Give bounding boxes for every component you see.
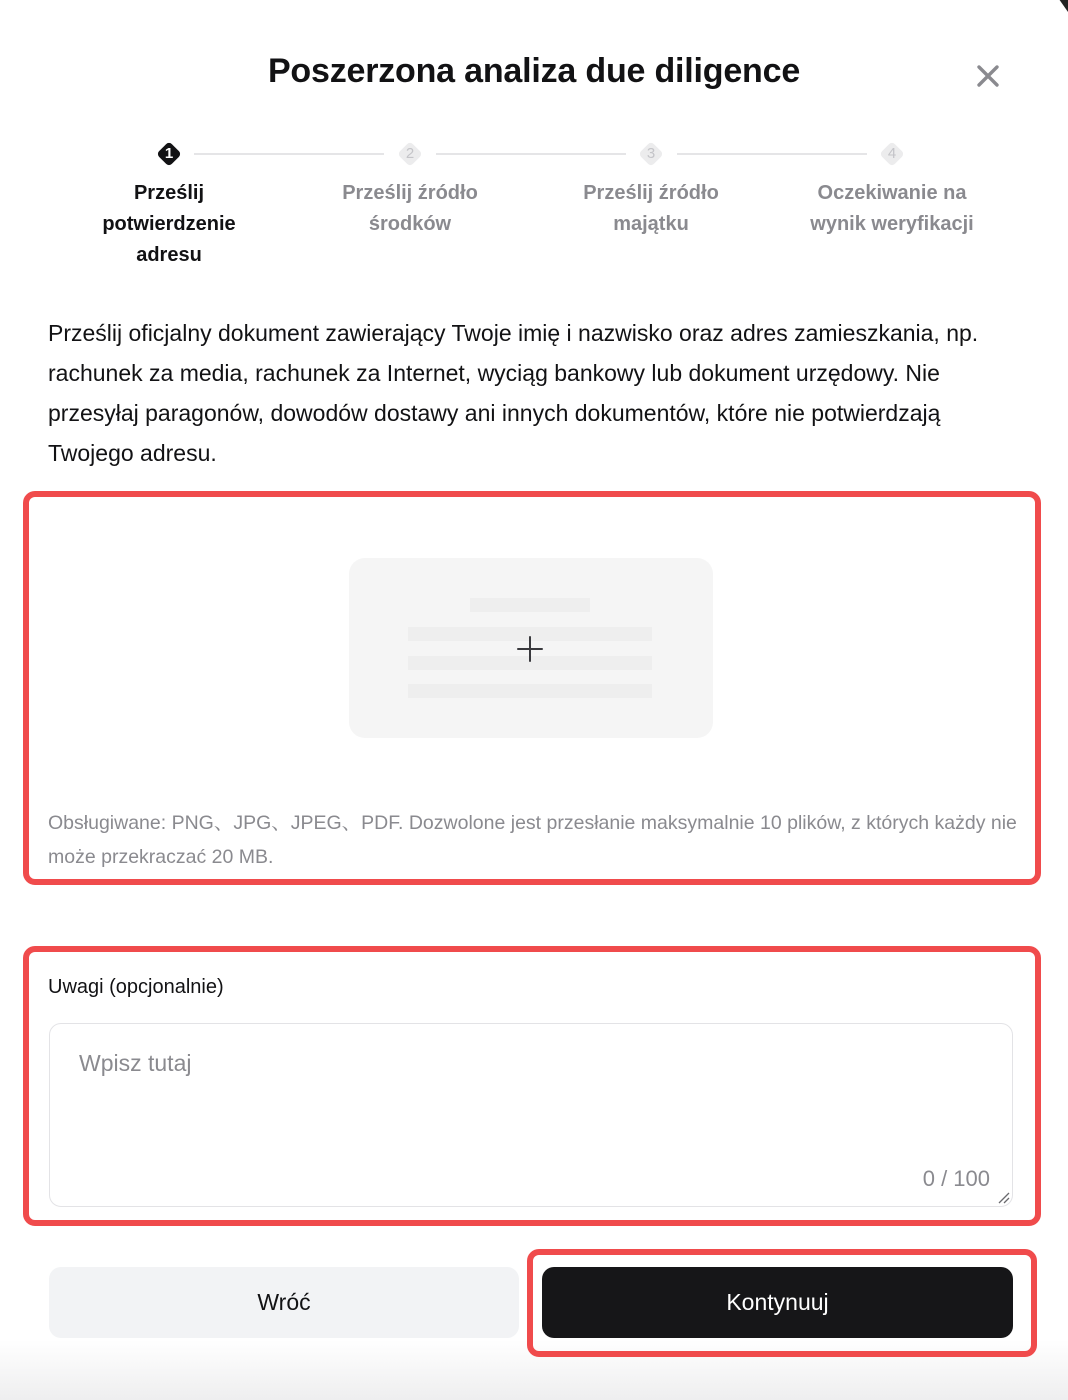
window-corner bbox=[1056, 0, 1068, 12]
step-1-label: Prześlij potwierdzenie adresu bbox=[102, 182, 236, 266]
close-icon[interactable] bbox=[974, 62, 1002, 90]
notes-textarea[interactable] bbox=[50, 1024, 1012, 1206]
instructions-text: Prześlij oficjalny dokument zawierający Twoje imię i nazwisko oraz adres zamieszkania, np. rachunek za media, rachunek za Internet, wyciąg bankowy lub dokument urzędowy. Nie przesyłaj paragonów, dowodów dostawy ani innych dokumentów, które nie potwierdzają Twojego adresu. bbox=[48, 320, 979, 466]
step-3 bbox=[551, 140, 751, 240]
step-2-diamond-icon: 2 bbox=[396, 140, 424, 168]
step-3-diamond-icon: 3 bbox=[637, 140, 665, 168]
step-4 bbox=[792, 140, 992, 240]
step-4-label: Oczekiwanie na wynik weryfikacji bbox=[810, 182, 974, 235]
step-1-diamond-icon: 1 bbox=[155, 140, 183, 168]
step-1 bbox=[69, 140, 269, 271]
stepper bbox=[48, 140, 1016, 280]
document-placeholder-line bbox=[408, 684, 652, 698]
notes-field[interactable] bbox=[49, 1023, 1013, 1207]
continue-button[interactable]: Kontynuuj bbox=[542, 1267, 1013, 1338]
modal-title: Poszerzona analiza due diligence bbox=[267, 52, 801, 90]
plus-icon[interactable] bbox=[515, 634, 545, 664]
step-3-label: Prześlij źródło majątku bbox=[583, 182, 719, 235]
step-2-label: Prześlij źródło środków bbox=[342, 182, 478, 235]
step-4-diamond-icon: 4 bbox=[878, 140, 906, 168]
upload-hint: Obsługiwane: PNG、JPG、JPEG、PDF. Dozwolone jest przesłanie maksymalnie 10 plików, z których każdy nie może przekraczać 20 MB. bbox=[48, 812, 1017, 868]
resize-handle-icon[interactable] bbox=[996, 1190, 1010, 1204]
back-button[interactable]: Wróć bbox=[49, 1267, 519, 1338]
document-placeholder-line bbox=[470, 598, 590, 612]
step-2 bbox=[310, 140, 510, 240]
character-counter: 0 / 100 bbox=[922, 1166, 990, 1191]
notes-label: Uwagi (opcjonalnie) bbox=[48, 976, 224, 998]
